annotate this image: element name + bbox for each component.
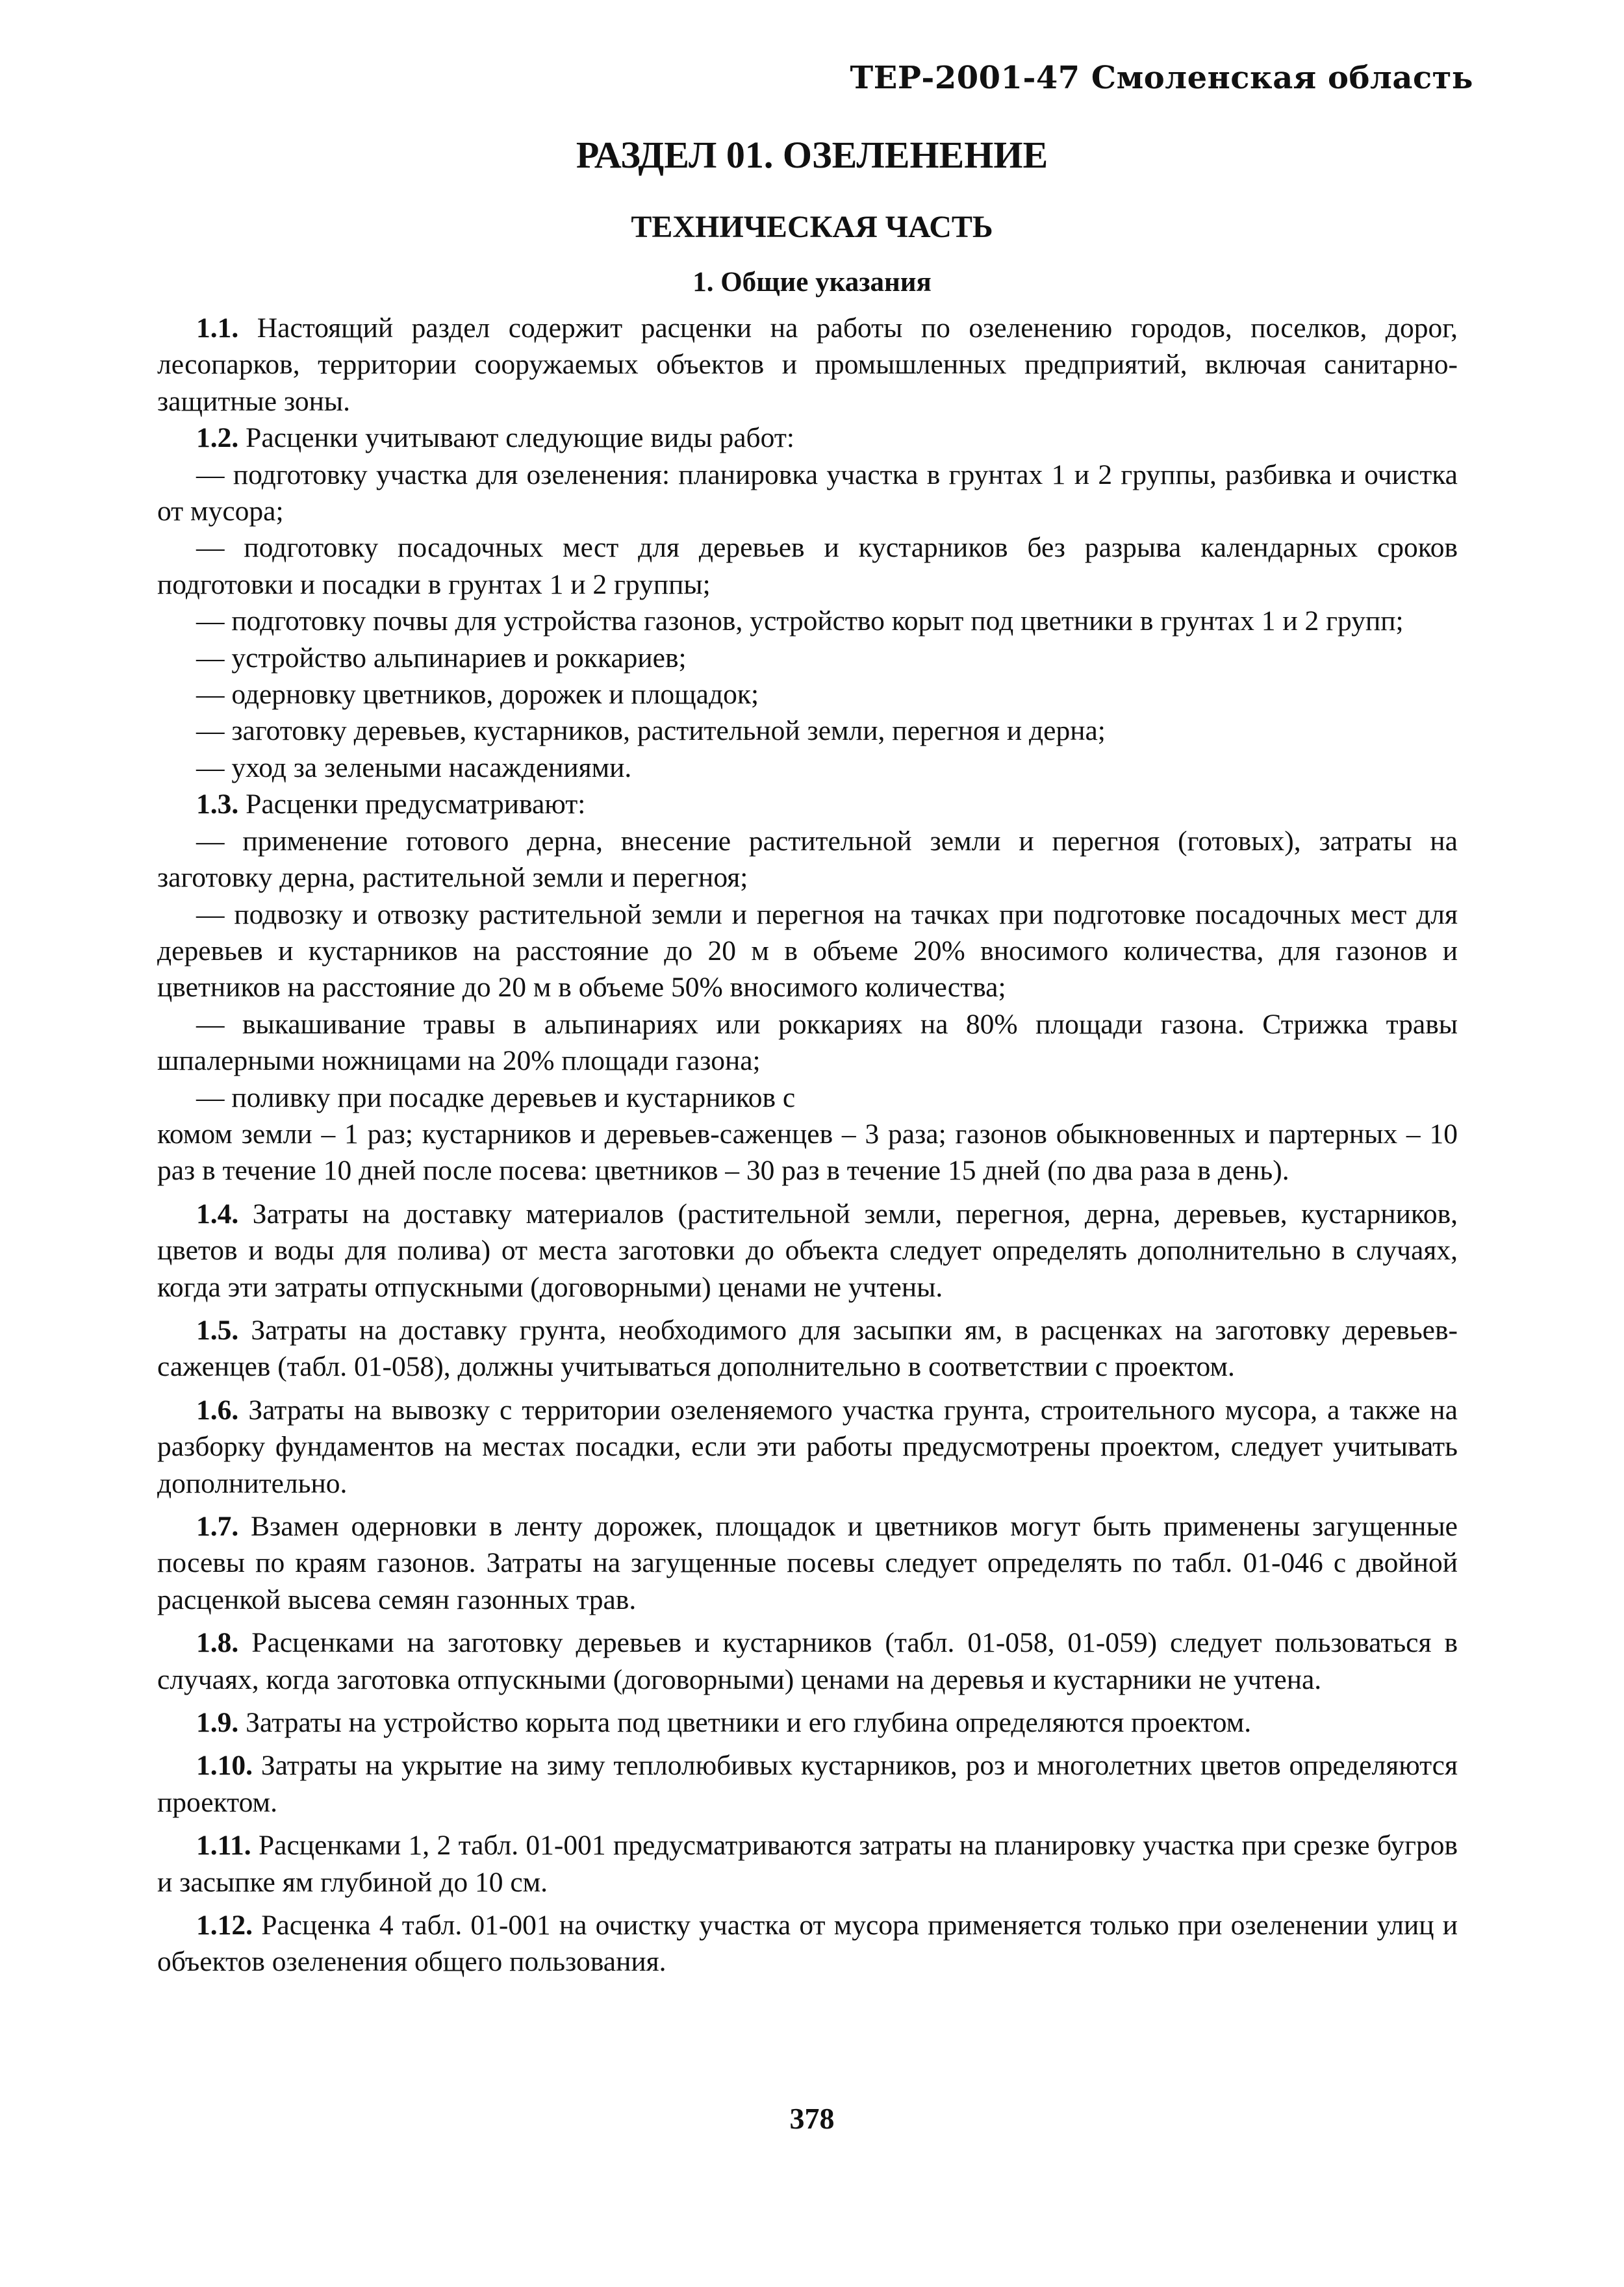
paragraph-text: Затраты на доставку грунта, необходимого для засыпки ям, в расценках на заготовку деревьев-саженцев (табл. 01-058), должны учитываться дополнительно в соответствии с проектом.	[157, 1314, 1458, 1383]
paragraph-text: Затраты на доставку материалов (растительной земли, перегноя, дерна, деревьев, кустарников, цветов и воды для полива) от места заготовки до объекта следует определять дополнительно в случаях, когда эти затраты отпускными (договорными) ценами не учтены.	[157, 1198, 1458, 1303]
paragraph-number: 1.6.	[196, 1394, 239, 1426]
paragraph-number: 1.9.	[196, 1707, 239, 1739]
paragraph-text: Расценки учитывают следующие виды работ:	[246, 422, 794, 454]
paragraph-text: Расценка 4 табл. 01-001 на очистку участка от мусора применяется только при озеленении улиц и объектов озеленения общего пользования.	[157, 1910, 1458, 1978]
paragraph-text: Расценки предусматривают:	[246, 789, 586, 820]
list-item-continuation: комом земли – 1 раз; кустарников и деревьев-саженцев – 3 раза; газонов обыкновенных и партерных – 10 раз в течение 10 дней после посева: цветников – 30 раз в течение 15 дней (по два раза в день).	[157, 1118, 1458, 1187]
paragraph-number: 1.10.	[196, 1750, 253, 1782]
list-item: — выкашивание травы в альпинариях или роккариях на 80% площади газона. Стрижка травы шпалерными ножницами на 20% площади газона;	[157, 1008, 1458, 1077]
paragraph-text: Затраты на устройство корыта под цветники и его глубина определяются проектом.	[246, 1707, 1252, 1739]
page-number: 378	[789, 2102, 835, 2135]
paragraph-1-9	[157, 1704, 1458, 1741]
paragraph-number: 1.4.	[196, 1198, 239, 1230]
paragraph-1-6	[157, 1392, 1458, 1502]
list-item: — устройство альпинариев и роккариев;	[196, 642, 687, 674]
document-header-title: ТЕР-2001-47 Смоленская область	[850, 60, 1473, 96]
paragraph-1-7	[157, 1508, 1458, 1618]
list-item: — применение готового дерна, внесение растительной земли и перегноя (готовых), затраты на заготовку дерна, растительной земли и перегноя;	[157, 825, 1458, 894]
paragraph-number: 1.12.	[196, 1910, 253, 1941]
paragraph-1-8	[157, 1624, 1458, 1698]
paragraph-1-12	[157, 1907, 1458, 1980]
paragraph-1-1	[157, 310, 1458, 420]
subsection-title: ТЕХНИЧЕСКАЯ ЧАСТЬ	[631, 210, 993, 244]
paragraph-number: 1.1.	[196, 312, 239, 344]
paragraph-text: Расценками на заготовку деревьев и кустарников (табл. 01-058, 01-059) следует пользоваться в случаях, когда заготовка отпускными (договорными) ценами на деревья и кустарники не учтена.	[157, 1627, 1458, 1695]
list-item: — подвозку и отвозку растительной земли и перегноя на тачках при подготовке посадочных мест для деревьев и кустарников на расстояние до 20 м в объеме 20% вносимого количества, для газонов и цветников на расстояние до 20 м в объеме 50% вносимого количества;	[157, 898, 1458, 1004]
paragraph-number: 1.5.	[196, 1314, 239, 1346]
paragraph-text: Взамен одерновки в ленту дорожек, площадок и цветников могут быть применены загущенные посевы по краям газонов. Затраты на загущенные посевы следует определять по табл. 01-046 с двойной расценкой высева семян газонных трав.	[157, 1511, 1458, 1615]
list-item: — подготовку почвы для устройства газонов, устройство корыт под цветники в грунтах 1 и 2 групп;	[196, 605, 1404, 637]
list-item: — поливку при посадке деревьев и кустарников с	[196, 1081, 796, 1113]
paragraph-1-11	[157, 1827, 1458, 1901]
paragraph-1-4	[157, 1196, 1458, 1306]
section-title: РАЗДЕЛ 01. ОЗЕЛЕНЕНИЕ	[576, 134, 1048, 176]
list-item: — подготовку посадочных мест для деревьев и кустарников без разрыва календарных сроков подготовки и посадки в грунтах 1 и 2 группы;	[157, 532, 1458, 600]
paragraph-1-3	[157, 786, 1458, 822]
list-item: — подготовку участка для озеленения: планировка участка в грунтах 1 и 2 группы, разбивка и очистка от мусора;	[157, 459, 1458, 527]
paragraph-number: 1.11.	[196, 1830, 251, 1862]
document-body	[157, 310, 1458, 1980]
general-instructions-heading: 1. Общие указания	[692, 267, 932, 297]
paragraph-number: 1.2.	[196, 422, 239, 454]
paragraph-text: Расценками 1, 2 табл. 01-001 предусматриваются затраты на планировку участка при срезке бугров и засыпке ям глубиной до 10 см.	[157, 1830, 1458, 1898]
paragraph-text: Настоящий раздел содержит расценки на работы по озеленению городов, поселков, дорог, лесопарков, территории сооружаемых объектов и промышленных предприятий, включая санитарно-защитные зоны.	[157, 312, 1458, 417]
paragraph-number: 1.7.	[196, 1511, 239, 1542]
paragraph-number: 1.3.	[196, 789, 239, 820]
paragraph-1-10	[157, 1747, 1458, 1821]
list-item: — заготовку деревьев, кустарников, растительной земли, перегноя и дерна;	[196, 715, 1106, 747]
paragraph-text: Затраты на укрытие на зиму теплолюбивых кустарников, роз и многолетних цветов определяются проектом.	[157, 1750, 1458, 1818]
paragraph-1-5	[157, 1312, 1458, 1385]
paragraph-text: Затраты на вывозку с территории озеленяемого участка грунта, строительного мусора, а также на разборку фундаментов на местах посадки, если эти работы предусмотрены проектом, следует учитывать дополнительно.	[157, 1394, 1458, 1499]
list-item: — одерновку цветников, дорожек и площадок;	[196, 679, 759, 711]
list-item: — уход за зелеными насаждениями.	[196, 752, 632, 783]
paragraph-number: 1.8.	[196, 1627, 239, 1659]
paragraph-1-2	[157, 420, 1458, 456]
